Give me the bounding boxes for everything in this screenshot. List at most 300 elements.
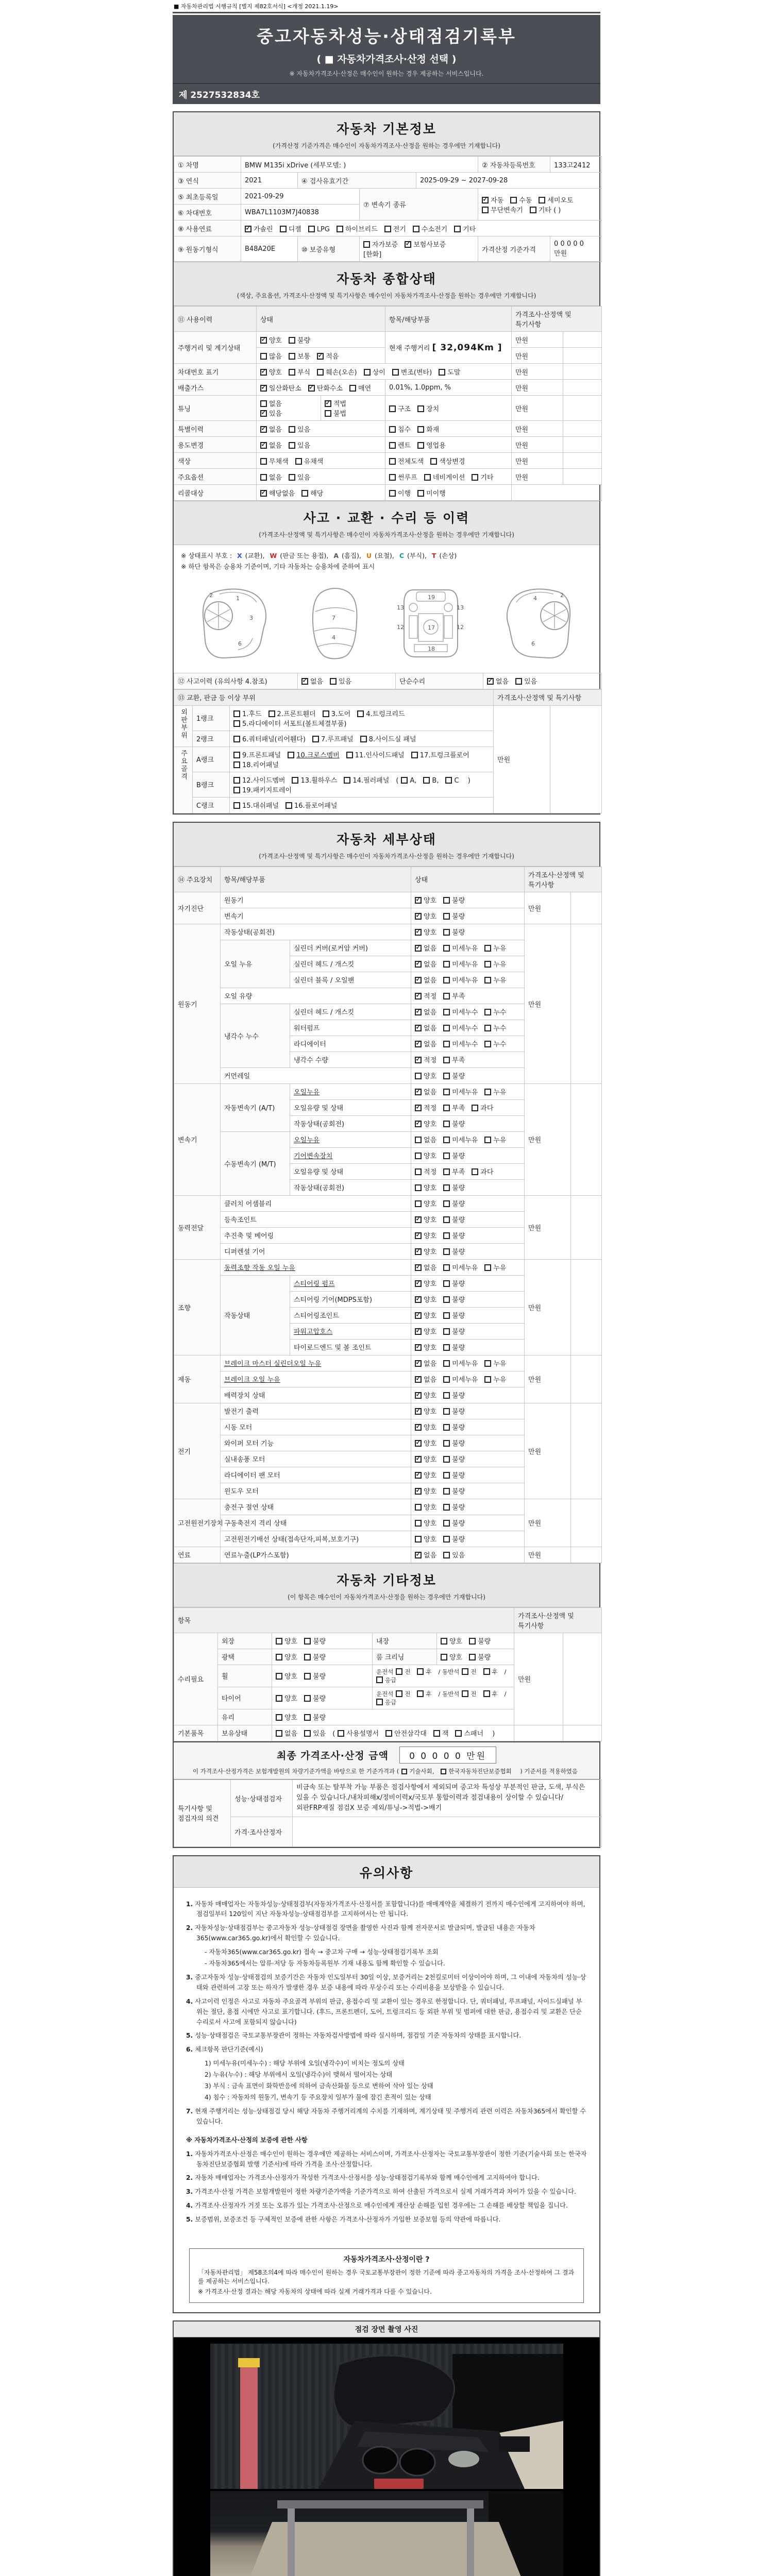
checkbox-unchecked[interactable]: [401, 777, 408, 784]
checkbox-option[interactable]: [415, 1518, 436, 1528]
checkbox-unchecked[interactable]: [389, 442, 396, 449]
checkbox-checked[interactable]: [415, 1248, 422, 1255]
checkbox-option[interactable]: [415, 1374, 436, 1384]
checkbox-unchecked[interactable]: [260, 400, 267, 407]
checkbox-checked[interactable]: [415, 993, 422, 999]
checkbox-unchecked[interactable]: [289, 442, 295, 449]
checkbox-option[interactable]: [304, 1728, 326, 1738]
checkbox-unchecked[interactable]: [443, 1328, 450, 1335]
checkbox-option[interactable]: [443, 1454, 465, 1464]
checkbox-option[interactable]: [441, 1652, 462, 1662]
checkbox-option[interactable]: [484, 959, 506, 969]
checkbox-option[interactable]: [260, 456, 289, 466]
checkbox-unchecked[interactable]: [288, 752, 294, 758]
checkbox-option[interactable]: [484, 1087, 506, 1096]
checkbox-option[interactable]: [415, 991, 436, 1001]
checkbox-option[interactable]: [289, 335, 310, 345]
checkbox-checked[interactable]: [260, 369, 267, 376]
checkbox-option[interactable]: [276, 1693, 297, 1703]
checkbox-unchecked[interactable]: [433, 1730, 440, 1737]
checkbox-unchecked[interactable]: [233, 736, 240, 742]
checkbox-option[interactable]: [233, 800, 279, 810]
checkbox-unchecked[interactable]: [443, 1216, 450, 1223]
checkbox-checked[interactable]: [415, 1009, 422, 1015]
checkbox-unchecked[interactable]: [233, 787, 240, 793]
checkbox-unchecked[interactable]: [304, 1673, 311, 1680]
checkbox-checked[interactable]: [415, 1264, 422, 1271]
checkbox-option[interactable]: [482, 205, 523, 214]
checkbox-unchecked[interactable]: [295, 458, 302, 465]
checkbox-checked[interactable]: [260, 490, 267, 497]
checkbox-option[interactable]: [462, 1668, 476, 1676]
checkbox-option[interactable]: [415, 1023, 436, 1032]
checkbox-checked[interactable]: [415, 1105, 422, 1111]
checkbox-unchecked[interactable]: [443, 1200, 450, 1207]
checkbox-option[interactable]: [285, 800, 337, 810]
checkbox-unchecked[interactable]: [443, 1280, 450, 1287]
checkbox-option[interactable]: [304, 1652, 326, 1662]
checkbox-option[interactable]: [245, 224, 273, 233]
checkbox-option[interactable]: [289, 367, 310, 377]
checkbox-unchecked[interactable]: [360, 736, 367, 742]
checkbox-option[interactable]: [308, 383, 343, 393]
checkbox-unchecked[interactable]: [376, 1699, 383, 1705]
checkbox-checked[interactable]: [415, 1440, 422, 1447]
checkbox-option[interactable]: [443, 1326, 465, 1336]
checkbox-option[interactable]: [443, 1039, 478, 1048]
checkbox-option[interactable]: [417, 403, 439, 413]
checkbox-unchecked[interactable]: [317, 369, 324, 376]
checkbox-unchecked[interactable]: [233, 720, 240, 727]
checkbox-option[interactable]: [260, 440, 282, 450]
checkbox-unchecked[interactable]: [344, 777, 350, 784]
checkbox-option[interactable]: [415, 1470, 436, 1480]
checkbox-option[interactable]: [338, 1728, 379, 1738]
checkbox-option[interactable]: [260, 398, 282, 408]
checkbox-option[interactable]: [484, 1023, 506, 1032]
checkbox-unchecked[interactable]: [443, 1168, 450, 1175]
checkbox-checked[interactable]: [415, 1216, 422, 1223]
checkbox-unchecked[interactable]: [443, 1025, 450, 1031]
checkbox-option[interactable]: [233, 718, 347, 728]
checkbox-checked[interactable]: [415, 1089, 422, 1095]
checkbox-option[interactable]: [308, 226, 330, 233]
checkbox-unchecked[interactable]: [423, 777, 430, 784]
checkbox-option[interactable]: [360, 734, 416, 743]
checkbox-option[interactable]: [417, 488, 446, 498]
checkbox-option[interactable]: [276, 1712, 297, 1722]
checkbox-unchecked[interactable]: [389, 405, 396, 412]
checkbox-option[interactable]: [443, 1342, 465, 1352]
checkbox-unchecked[interactable]: [389, 490, 396, 497]
checkbox-option[interactable]: [376, 1698, 396, 1706]
checkbox-unchecked[interactable]: [443, 1137, 450, 1143]
checkbox-option[interactable]: [417, 1668, 431, 1676]
checkbox-unchecked[interactable]: [323, 710, 329, 717]
checkbox-option[interactable]: [415, 927, 436, 937]
checkbox-option[interactable]: [469, 1636, 491, 1646]
checkbox-unchecked[interactable]: [417, 490, 424, 497]
checkbox-unchecked[interactable]: [415, 1184, 422, 1191]
checkbox-unchecked[interactable]: [443, 1089, 450, 1095]
checkbox-unchecked[interactable]: [415, 1168, 422, 1175]
checkbox-unchecked[interactable]: [443, 1009, 450, 1015]
checkbox-option[interactable]: [389, 403, 411, 413]
checkbox-option[interactable]: [415, 1055, 436, 1064]
checkbox-option[interactable]: [389, 472, 417, 482]
checkbox-option[interactable]: [484, 943, 506, 953]
checkbox-option[interactable]: [415, 1438, 436, 1448]
checkbox-unchecked[interactable]: [389, 426, 396, 433]
checkbox-unchecked[interactable]: [417, 1690, 424, 1697]
checkbox-option[interactable]: [330, 676, 351, 686]
checkbox-checked[interactable]: [415, 1296, 422, 1303]
checkbox-option[interactable]: [384, 224, 406, 233]
checkbox-unchecked[interactable]: [276, 1695, 282, 1702]
checkbox-unchecked[interactable]: [443, 977, 450, 984]
checkbox-unchecked[interactable]: [443, 913, 450, 920]
checkbox-unchecked[interactable]: [415, 1137, 422, 1143]
checkbox-option[interactable]: [415, 895, 436, 905]
checkbox-option[interactable]: [472, 1103, 493, 1112]
checkbox-checked[interactable]: [415, 1456, 422, 1463]
checkbox-option[interactable]: [260, 408, 282, 418]
checkbox-option[interactable]: [443, 1214, 465, 1224]
checkbox-option[interactable]: [483, 1690, 498, 1698]
checkbox-option[interactable]: [443, 1294, 465, 1304]
checkbox-unchecked[interactable]: [443, 1520, 450, 1527]
checkbox-checked[interactable]: [415, 1408, 422, 1415]
checkbox-option[interactable]: [443, 895, 465, 905]
checkbox-checked[interactable]: [415, 929, 422, 936]
checkbox-option[interactable]: [405, 239, 446, 249]
checkbox-unchecked[interactable]: [443, 1184, 450, 1191]
checkbox-unchecked[interactable]: [415, 1200, 422, 1207]
checkbox-unchecked[interactable]: [233, 710, 240, 717]
checkbox-unchecked[interactable]: [285, 802, 292, 809]
checkbox-option[interactable]: [233, 734, 306, 743]
checkbox-option[interactable]: [484, 1039, 506, 1048]
checkbox-option[interactable]: [441, 1636, 462, 1646]
checkbox-option[interactable]: [317, 351, 339, 361]
checkbox-option[interactable]: [443, 1103, 465, 1112]
checkbox-checked[interactable]: [415, 1376, 422, 1383]
checkbox-unchecked[interactable]: [482, 207, 489, 213]
checkbox-option[interactable]: [289, 440, 310, 450]
checkbox-option[interactable]: [443, 927, 465, 937]
checkbox-checked[interactable]: [487, 678, 494, 685]
checkbox-option[interactable]: [396, 1690, 410, 1698]
checkbox-checked[interactable]: [415, 1328, 422, 1335]
checkbox-option[interactable]: [443, 1534, 465, 1544]
checkbox-unchecked[interactable]: [233, 802, 240, 809]
checkbox-option[interactable]: [396, 1668, 410, 1676]
checkbox-unchecked[interactable]: [443, 1488, 450, 1495]
checkbox-option[interactable]: [233, 785, 292, 794]
checkbox-option[interactable]: [472, 472, 493, 482]
checkbox-checked[interactable]: [415, 961, 422, 968]
checkbox-unchecked[interactable]: [260, 353, 267, 360]
checkbox-option[interactable]: [415, 1246, 436, 1256]
checkbox-unchecked[interactable]: [539, 197, 545, 204]
checkbox-unchecked[interactable]: [443, 1121, 450, 1127]
checkbox-option[interactable]: [415, 1294, 436, 1304]
checkbox-unchecked[interactable]: [443, 1424, 450, 1431]
checkbox-option[interactable]: [454, 224, 476, 233]
checkbox-unchecked[interactable]: [472, 1168, 478, 1175]
checkbox-option[interactable]: [325, 398, 346, 408]
checkbox-option[interactable]: [413, 224, 447, 233]
checkbox-unchecked[interactable]: [483, 1668, 490, 1675]
checkbox-option[interactable]: [389, 456, 424, 466]
checkbox-unchecked[interactable]: [304, 1730, 311, 1737]
checkbox-option[interactable]: [276, 1671, 297, 1681]
checkbox-unchecked[interactable]: [330, 678, 337, 685]
checkbox-option[interactable]: [415, 959, 436, 969]
checkbox-unchecked[interactable]: [304, 1638, 311, 1645]
checkbox-unchecked[interactable]: [443, 1504, 450, 1511]
checkbox-option[interactable]: [376, 1676, 396, 1684]
checkbox-unchecked[interactable]: [484, 1264, 491, 1271]
checkbox-unchecked[interactable]: [443, 1057, 450, 1063]
checkbox-checked[interactable]: [415, 1472, 422, 1479]
checkbox-option[interactable]: [443, 1518, 465, 1528]
checkbox-option[interactable]: [443, 975, 478, 985]
checkbox-unchecked[interactable]: [389, 474, 396, 481]
checkbox-unchecked[interactable]: [338, 1730, 344, 1737]
checkbox-option[interactable]: [443, 1055, 465, 1064]
checkbox-option[interactable]: [443, 1166, 465, 1176]
checkbox-unchecked[interactable]: [443, 945, 450, 952]
checkbox-option[interactable]: [433, 1728, 449, 1738]
checkbox-unchecked[interactable]: [443, 961, 450, 968]
checkbox-option[interactable]: [415, 1422, 436, 1432]
checkbox-unchecked[interactable]: [289, 353, 295, 360]
checkbox-option[interactable]: [443, 1486, 465, 1496]
checkbox-unchecked[interactable]: [483, 1690, 490, 1697]
checkbox-option[interactable]: [417, 1690, 431, 1698]
checkbox-checked[interactable]: [415, 1360, 422, 1367]
checkbox-option[interactable]: [443, 959, 478, 969]
checkbox-option[interactable]: [445, 777, 459, 785]
checkbox-checked[interactable]: [415, 1344, 422, 1351]
checkbox-unchecked[interactable]: [484, 945, 491, 952]
checkbox-option[interactable]: [443, 1007, 478, 1016]
checkbox-option[interactable]: [288, 750, 339, 759]
checkbox-unchecked[interactable]: [443, 1264, 450, 1271]
checkbox-option[interactable]: [280, 224, 301, 233]
checkbox-unchecked[interactable]: [441, 1638, 447, 1645]
checkbox-checked[interactable]: [415, 897, 422, 904]
checkbox-option[interactable]: [415, 1103, 436, 1112]
checkbox-option[interactable]: [430, 456, 465, 466]
checkbox-option[interactable]: [510, 195, 532, 205]
checkbox-option[interactable]: [530, 205, 561, 214]
checkbox-option[interactable]: [443, 1198, 465, 1208]
checkbox-unchecked[interactable]: [443, 1440, 450, 1447]
checkbox-option[interactable]: [443, 1023, 478, 1032]
checkbox-option[interactable]: [443, 1358, 478, 1368]
checkbox-option[interactable]: [385, 1728, 427, 1738]
checkbox-unchecked[interactable]: [396, 1690, 402, 1697]
checkbox-unchecked[interactable]: [276, 1654, 282, 1660]
checkbox-option[interactable]: [415, 1550, 436, 1560]
checkbox-unchecked[interactable]: [443, 1456, 450, 1463]
checkbox-option[interactable]: [325, 408, 346, 418]
checkbox-unchecked[interactable]: [301, 490, 308, 497]
checkbox-unchecked[interactable]: [484, 1089, 491, 1095]
checkbox-option[interactable]: [415, 1071, 436, 1080]
checkbox-unchecked[interactable]: [443, 897, 450, 904]
checkbox-unchecked[interactable]: [304, 1654, 311, 1660]
checkbox-option[interactable]: [462, 1690, 476, 1698]
checkbox-option[interactable]: [443, 1182, 465, 1192]
checkbox-unchecked[interactable]: [308, 226, 315, 232]
checkbox-checked[interactable]: [482, 197, 489, 204]
checkbox-option[interactable]: [443, 1230, 465, 1240]
checkbox-option[interactable]: [415, 1087, 436, 1096]
checkbox-option[interactable]: [443, 991, 465, 1001]
checkbox-checked[interactable]: [415, 1121, 422, 1127]
checkbox-unchecked[interactable]: [276, 1638, 282, 1645]
checkbox-unchecked[interactable]: [515, 678, 522, 685]
checkbox-option[interactable]: [424, 472, 465, 482]
checkbox-option[interactable]: [304, 1712, 326, 1722]
checkbox-option[interactable]: [415, 911, 436, 921]
checkbox-option[interactable]: [443, 1438, 465, 1448]
checkbox-option[interactable]: [260, 351, 282, 361]
checkbox-unchecked[interactable]: [510, 197, 517, 204]
checkbox-unchecked[interactable]: [415, 1536, 422, 1543]
checkbox-option[interactable]: [415, 1182, 436, 1192]
checkbox-unchecked[interactable]: [357, 710, 364, 717]
checkbox-option[interactable]: [469, 1652, 491, 1662]
checkbox-unchecked[interactable]: [443, 993, 450, 999]
checkbox-option[interactable]: [411, 750, 469, 759]
checkbox-option[interactable]: [260, 335, 282, 345]
checkbox-option[interactable]: [443, 1150, 465, 1160]
checkbox-option[interactable]: [276, 1728, 297, 1738]
checkbox-option[interactable]: [443, 1406, 465, 1416]
checkbox-option[interactable]: [323, 708, 351, 718]
checkbox-unchecked[interactable]: [430, 458, 437, 465]
checkbox-option[interactable]: [389, 440, 411, 450]
checkbox-option[interactable]: [415, 1502, 436, 1512]
checkbox-unchecked[interactable]: [364, 369, 371, 376]
checkbox-unchecked[interactable]: [417, 1668, 424, 1675]
checkbox-checked[interactable]: [301, 678, 308, 685]
checkbox-unchecked[interactable]: [443, 1105, 450, 1111]
checkbox-unchecked[interactable]: [304, 1695, 311, 1702]
checkbox-unchecked[interactable]: [392, 369, 399, 376]
checkbox-option[interactable]: [415, 1406, 436, 1416]
checkbox-option[interactable]: [443, 1422, 465, 1432]
checkbox-option[interactable]: [301, 676, 323, 686]
checkbox-unchecked[interactable]: [472, 1105, 478, 1111]
checkbox-checked[interactable]: [415, 1424, 422, 1431]
checkbox-unchecked[interactable]: [292, 777, 298, 784]
checkbox-option[interactable]: [401, 777, 416, 785]
checkbox-option[interactable]: [443, 1310, 465, 1320]
checkbox-option[interactable]: [443, 1071, 465, 1080]
checkbox-unchecked[interactable]: [289, 369, 295, 376]
checkbox-option[interactable]: [443, 1246, 465, 1256]
checkbox-option[interactable]: [346, 750, 405, 759]
checkbox-unchecked[interactable]: [233, 752, 240, 758]
checkbox-unchecked[interactable]: [325, 410, 331, 417]
checkbox-unchecked[interactable]: [462, 1668, 468, 1675]
checkbox-checked[interactable]: [415, 977, 422, 984]
checkbox-option[interactable]: [484, 1262, 506, 1272]
checkbox-option[interactable]: [304, 1636, 326, 1646]
checkbox-checked[interactable]: [317, 353, 324, 360]
checkbox-option[interactable]: [415, 943, 436, 953]
checkbox-option[interactable]: [415, 1486, 436, 1496]
checkbox-unchecked[interactable]: [443, 1360, 450, 1367]
checkbox-unchecked[interactable]: [443, 1376, 450, 1383]
checkbox-option[interactable]: [268, 708, 316, 718]
checkbox-option[interactable]: [487, 676, 509, 686]
checkbox-option[interactable]: [260, 424, 282, 434]
checkbox-option[interactable]: [292, 775, 337, 785]
checkbox-option[interactable]: [415, 1278, 436, 1288]
checkbox-option[interactable]: [289, 472, 310, 482]
checkbox-unchecked[interactable]: [337, 226, 343, 232]
checkbox-unchecked[interactable]: [469, 1654, 476, 1660]
checkbox-unchecked[interactable]: [484, 1360, 491, 1367]
checkbox-option[interactable]: [415, 1534, 436, 1544]
checkbox-option[interactable]: [295, 456, 324, 466]
checkbox-unchecked[interactable]: [443, 1392, 450, 1399]
checkbox-unchecked[interactable]: [443, 1536, 450, 1543]
checkbox-unchecked[interactable]: [276, 1714, 282, 1721]
checkbox-unchecked[interactable]: [349, 385, 356, 392]
checkbox-unchecked[interactable]: [443, 1312, 450, 1319]
checkbox-option[interactable]: [344, 775, 389, 785]
checkbox-checked[interactable]: [260, 426, 267, 433]
checkbox-option[interactable]: [260, 383, 301, 393]
checkbox-option[interactable]: [443, 943, 478, 953]
checkbox-unchecked[interactable]: [289, 337, 295, 344]
checkbox-option[interactable]: [443, 1374, 478, 1384]
checkbox-option[interactable]: [233, 708, 262, 718]
checkbox-unchecked[interactable]: [304, 1714, 311, 1721]
checkbox-checked[interactable]: [415, 1312, 422, 1319]
checkbox-option[interactable]: [484, 1358, 506, 1368]
checkbox-unchecked[interactable]: [413, 226, 419, 232]
checkbox-unchecked[interactable]: [280, 226, 287, 232]
checkbox-unchecked[interactable]: [385, 1730, 392, 1737]
checkbox-option[interactable]: [415, 1326, 436, 1336]
checkbox-unchecked[interactable]: [417, 442, 424, 449]
checkbox-option[interactable]: [415, 1454, 436, 1464]
checkbox-option[interactable]: [415, 1118, 436, 1128]
checkbox-option[interactable]: [415, 1039, 436, 1048]
checkbox-unchecked[interactable]: [484, 1009, 491, 1015]
checkbox-checked[interactable]: [415, 1057, 422, 1063]
checkbox-unchecked[interactable]: [376, 1676, 383, 1683]
checkbox-checked[interactable]: [260, 337, 267, 344]
checkbox-unchecked[interactable]: [454, 226, 461, 232]
checkbox-unchecked[interactable]: [441, 1654, 447, 1660]
checkbox-unchecked[interactable]: [484, 961, 491, 968]
checkbox-checked[interactable]: [245, 226, 251, 232]
checkbox-option[interactable]: [441, 1767, 511, 1775]
checkbox-option[interactable]: [443, 1134, 478, 1144]
checkbox-option[interactable]: [401, 1767, 434, 1775]
checkbox-option[interactable]: [484, 1134, 506, 1144]
checkbox-option[interactable]: [423, 777, 439, 785]
